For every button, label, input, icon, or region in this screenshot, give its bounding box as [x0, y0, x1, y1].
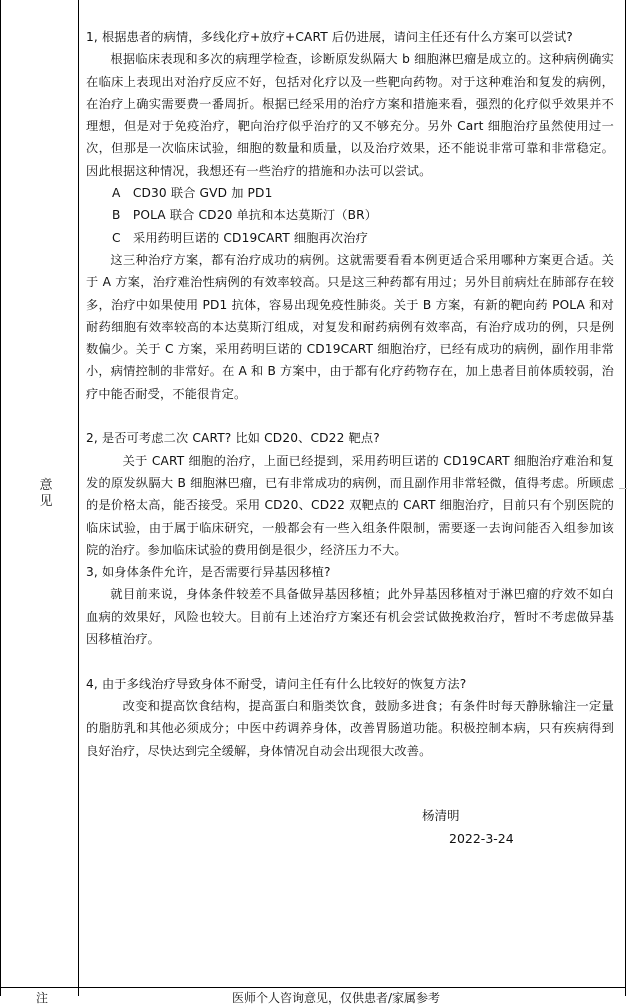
footer-label: 注	[36, 991, 49, 1005]
question-1: 1, 根据患者的病情，多线化疗+放疗+CART 后仍进展，请问主任还有什么方案可以尝试?	[86, 30, 573, 44]
answer-1-paragraph: 根据临床表现和多次的病理学检查，诊断原发纵隔大 b 细胞淋巴瘤是成立的。这种病例确实在临床上表现出对治疗反应不好，包括对化疗以及一些靶向药物。对于这种难治和复发的病例，在治疗上确实需要费一番周折。根据已经采用的治疗方案和措施来看，强烈的化疗似乎效果并不理想，但是对于免疫治疗，靶向治疗似乎治疗的又不够充分。另外 Cart 细胞治疗虽然使用过一次，但那是一次临床试验，细胞的数量和质量，以及治疗效果，还不能说非常可靠和非常稳定。因此根据这种情况，我想还有一些治疗的措施和办法可以尝试。	[86, 52, 614, 178]
opinion-content	[86, 26, 614, 762]
answer-4-paragraph: 改变和提高饮食结构，提高蛋白和脂类饮食，鼓励多进食；有条件时每天静脉输注一定量的脂肪乳和其他必须成分；中医中药调养身体，改善胃肠道功能。积极控制本病，只有疾病得到良好治疗，尽快达到完全缓解，身体情况自动会出现很大改善。	[86, 698, 614, 758]
opinion-label: 意见	[39, 478, 53, 509]
label-column	[0, 0, 79, 988]
spacer	[86, 405, 614, 427]
page-edge-mark	[619, 488, 627, 489]
footer-note: 医师个人咨询意见，仅供患者/家属参考	[232, 991, 441, 1005]
option-a: A CD30 联合 GVD 加 PD1	[112, 186, 273, 201]
table-border-right	[625, 0, 626, 996]
spacer	[86, 650, 614, 672]
table-row-divider	[0, 987, 626, 988]
question-2: 2, 是否可考虑二次 CART? 比如 CD20、CD22 靶点?	[86, 431, 380, 446]
question-3: 3, 如身体条件允许，是否需要行异基因移植?	[86, 565, 331, 580]
doctor-signature: 杨清明	[422, 808, 460, 823]
answer-1-discussion: 这三种治疗方案，都有治疗成功的病例。这就需要看看本例更适合采用哪种方案更合适。关于 A 方案，治疗难治性病例的有效率较高。只是这三种药都有用过；另外目前病灶在肺部存在较多，治疗中如果使用 PD1 抗体，容易出现免疫性肺炎。关于 B 方案，有新的靶向药 POLA 和对耐药细胞有效率较高的本达莫斯汀组成，对复发和耐药病例有效率高，有治疗成功的例，只是例数偏少。关于 C 方案，采用药明巨诺的 CD19CART 细胞治疗，已经有成功的病例，副作用非常小，病情控制的非常好。在 A 和 B 方案中，由于都有化疗药物存在，加上患者目前体质较弱，治疗中能否耐受，不能很肯定。	[86, 252, 614, 401]
question-4: 4, 由于多线治疗导致身体不耐受，请问主任有什么比较好的恢复方法?	[86, 676, 467, 691]
answer-2-paragraph: 关于 CART 细胞的治疗，上面已经提到，采用药明巨诺的 CD19CART 细胞治疗难治和复发的原发纵膈大 B 细胞淋巴瘤，已有非常成功的病例，而且副作用非常轻微，值得考虑。所顾虑的是价格太高，能否接受。采用 CD20、CD22 双靶点的 CART 细胞治疗，目前只有个别医院的临床试验，由于属于临床研究，一般都会有一些入组条件限制，需要逐一去询问能否入组参加该院的治疗。参加临床试验的费用倒是很少，经济压力不大。	[86, 453, 614, 557]
signature-date: 2022-3-24	[449, 831, 514, 846]
answer-3-paragraph: 就目前来说，身体条件较差不具备做异基因移植；此外异基因移植对于淋巴瘤的疗效不如白血病的效果好，风险也较大。目前有上述治疗方案还有机会尝试做挽救治疗，暂时不考虑做异基因移植治疗。	[86, 587, 614, 647]
option-c: C 采用药明巨诺的 CD19CART 细胞再次治疗	[112, 230, 368, 245]
option-b: B POLA 联合 CD20 单抗和本达莫斯汀（BR）	[112, 208, 378, 223]
